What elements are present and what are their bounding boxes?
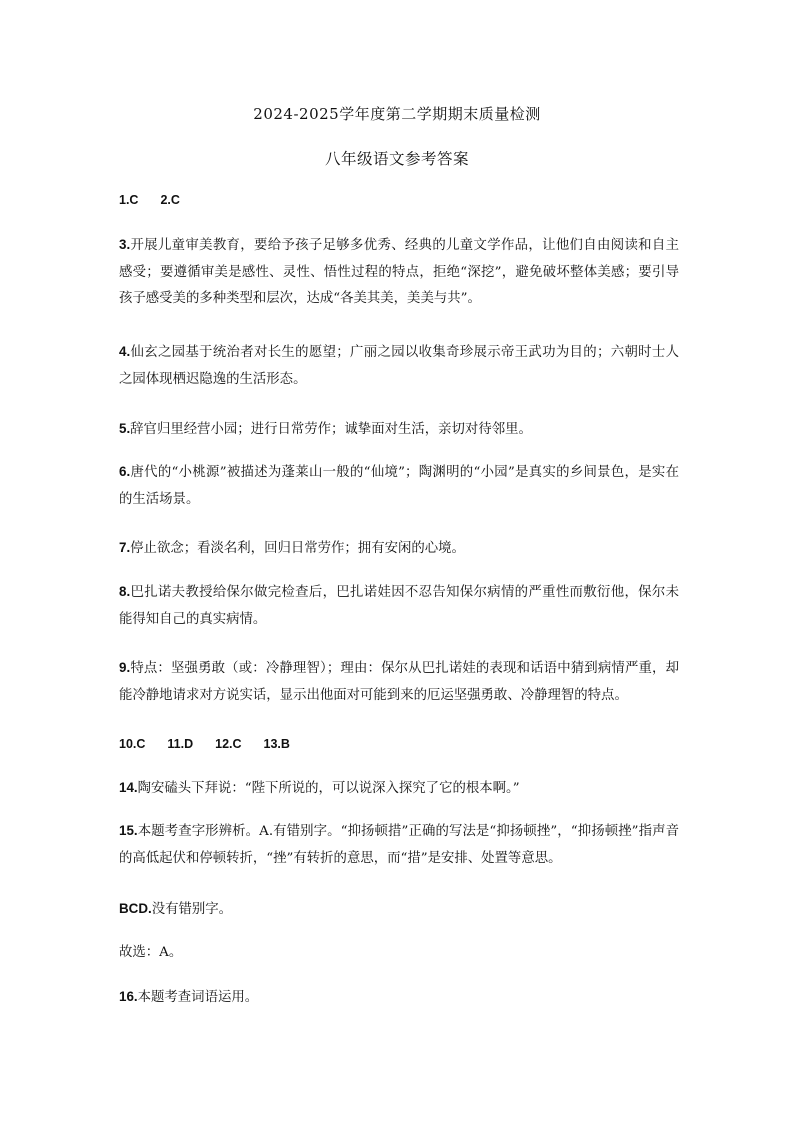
question-number: 8. [119, 584, 131, 599]
answer-text: 开展儿童审美教育，要给予孩子足够多优秀、经典的儿童文学作品，让他们自由阅读和自主感受；要遵循审美是感性、灵性、悟性过程的特点，拒绝“深挖”，避免破坏整体美感；要引导孩子感受美的多种类型和层次，达成“各美其美，美美与共”。 [119, 238, 679, 306]
question-number: 6. [119, 464, 131, 479]
answer-3 [119, 232, 679, 313]
answers-row-1 [119, 193, 180, 207]
answer-text: 仙玄之园基于统治者对长生的愿望；广丽之园以收集奇珍展示帝王武功为目的；六朝时士人之园体现栖迟隐逸的生活形态。 [119, 345, 679, 387]
answer-text: 巴扎诺夫教授给保尔做完检查后，巴扎诺娃因不忍告知保尔病情的严重性而敷衍他，保尔未能得知自己的真实病情。 [119, 585, 679, 627]
answer-text: 停止欲念；看淡名利，回归日常劳作；拥有安闲的心境。 [130, 541, 465, 556]
answer-text: 本题考查词语运用。 [137, 990, 259, 1005]
document-subtitle: 八年级语文参考答案 [324, 150, 469, 168]
answer-text: 辞官归里经营小园；进行日常劳作；诚挚面对生活，亲切对待邻里。 [130, 422, 532, 437]
question-number: 3. [119, 237, 131, 252]
answer-15 [119, 818, 679, 872]
question-number: 9. [119, 660, 131, 675]
answer-14 [119, 775, 679, 803]
answer-4 [119, 339, 679, 393]
answer-5 [119, 416, 679, 444]
answer-11: 11.D [167, 737, 194, 751]
answers-row-2 [119, 737, 290, 751]
answer-text: 故选：A。 [119, 945, 183, 960]
answer-text: 特点：坚强勇敢（或：冷静理智）；理由：保尔从巴扎诺娃的表现和话语中猜到病情严重，却能冷静地请求对方说实话，显示出他面对可能到来的厄运坚强勇敢、冷静理智的特点。 [119, 661, 679, 703]
answer-6 [119, 459, 679, 513]
answer-text: 唐代的“小桃源”被描述为蓬莱山一般的“仙境”；陶渊明的“小园”是真实的乡间景色，是实在的生活场景。 [119, 465, 679, 507]
answer-15-conclusion [119, 940, 679, 967]
option-label: BCD. [119, 901, 152, 916]
answer-9 [119, 655, 679, 709]
answer-16 [119, 984, 679, 1012]
answer-text: 本题考查字形辨析。A.有错别字。“抑扬顿措”正确的写法是“抑扬顿挫”，“抑扬顿挫”指声音的高低起伏和停顿转折，“挫”有转折的意思，而“措”是安排、处置等意思。 [119, 824, 679, 866]
answer-2: 2.C [160, 193, 180, 207]
answer-10: 10.C [119, 737, 146, 751]
answer-text: 陶安磕头下拜说：“陛下所说的，可以说深入探究了它的根本啊。” [137, 781, 520, 796]
answer-8 [119, 579, 679, 633]
question-number: 14. [119, 780, 138, 795]
answer-13: 13.B [263, 737, 290, 751]
document-title: 2024-2025学年度第二学期期末质量检测 [253, 105, 541, 123]
question-number: 15. [119, 823, 138, 838]
answer-7 [119, 535, 679, 563]
question-number: 4. [119, 344, 131, 359]
answer-12: 12.C [215, 737, 242, 751]
answer-text: 没有错别字。 [151, 902, 233, 917]
answer-1: 1.C [119, 193, 139, 207]
question-number: 5. [119, 421, 131, 436]
question-number: 7. [119, 540, 131, 555]
question-number: 16. [119, 989, 138, 1004]
answer-15-bcd [119, 896, 679, 924]
